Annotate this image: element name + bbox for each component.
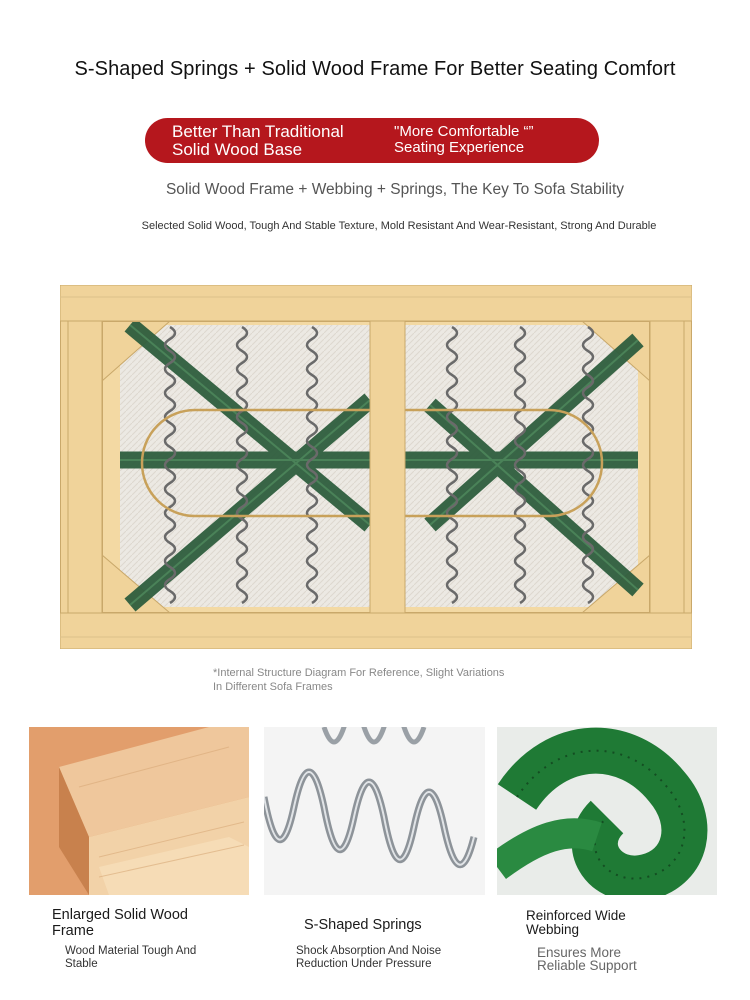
badge-right-line2: Seating Experience <box>394 139 525 156</box>
comparison-badge <box>145 118 599 163</box>
page-title: S-Shaped Springs + Solid Wood Frame For Better Seating Comfort <box>74 58 676 80</box>
section-subtitle: Solid Wood Frame + Webbing + Springs, The Key To Sofa Stability <box>165 181 625 198</box>
feature-title: Reinforced Wide <box>526 908 626 923</box>
feature-webbing-desc <box>537 946 717 972</box>
feature-desc: Stable <box>65 958 98 970</box>
diagram-note <box>213 666 504 694</box>
feature-desc: Wood Material Tough And <box>65 945 197 957</box>
feature-desc: Reduction Under Pressure <box>296 958 432 970</box>
badge-left-line1: Better Than Traditional <box>172 122 344 141</box>
feature-webbing <box>526 909 726 937</box>
sofa-frame-diagram <box>60 285 692 649</box>
feature-springs <box>304 917 504 933</box>
diagram-note-line1: *Internal Structure Diagram For Reference, Slight Variations <box>213 667 505 679</box>
green-webbing-photo <box>497 727 717 895</box>
feature-frame <box>52 907 252 971</box>
s-spring-photo <box>264 727 485 895</box>
feature-desc: Reliable Support <box>537 958 637 973</box>
diagram-note-line2: In Different Sofa Frames <box>213 681 333 693</box>
feature-desc: Ensures More <box>537 945 622 960</box>
feature-springs-desc <box>296 945 496 971</box>
feature-desc: Shock Absorption And Noise <box>296 945 442 957</box>
badge-left-line2: Solid Wood Base <box>172 140 303 159</box>
badge-right-line1: "More Comfortable “” <box>394 123 534 140</box>
feature-title: Frame <box>52 923 94 939</box>
feature-title: Webbing <box>526 922 580 937</box>
feature-title: S-Shaped Springs <box>304 917 422 933</box>
section-tagline: Selected Solid Wood, Tough And Stable Texture, Mold Resistant And Wear-Resistant, Strong And Durable <box>141 220 657 232</box>
feature-title: Enlarged Solid Wood <box>52 907 188 923</box>
wood-block-photo <box>29 727 249 895</box>
